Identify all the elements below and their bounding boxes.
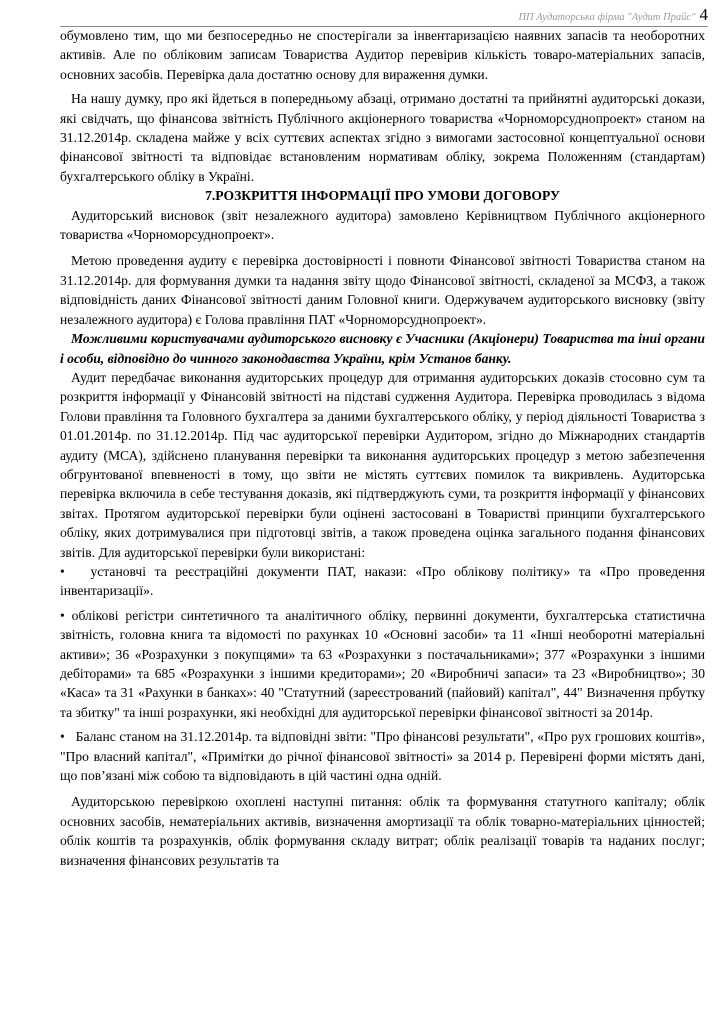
bullet-icon: • (60, 729, 65, 745)
paragraph-audit-procedures: Аудит передбачає виконання аудиторських процедур для отримання аудиторських доказів стосовно сум та розкриття інформації у Фінансовій звітності на підставі судження Аудитора. Перевірка проводилась з відома Голови правління та Головного бухгалтера за даними бухгалтерського обліку, у період діяльності Товариства з 01.01.2014р. по 31.12.2014р. Під час аудиторської перевірки Аудитором, згідно до Міжнародних стандартів аудиту (МСА), здійснено планування перевірки та виконання аудиторських процедур з метою забезпечення обгрунтованої впевненості в тому, що звіти не містять суттєвих помилок та викривлень. Аудиторська перевірка включила в себе тестування доказів, які підтверджують суми, та розкриття інформації у фінансових звітах. Протягом аудиторської перевірки були оцінені застосовані в Товаристві принципи бухгалтерського обліку, яких дотримувалися при підготовці звітів, а також проведена оцінка загального подання фінансових звітів. Для аудиторської перевірки були використані: (60, 369, 705, 560)
list-item-text: установчі та реєстраційні документи ПАТ, накази: «Про облікову політику» та «Про проведення інвентаризації». (60, 563, 705, 599)
paragraph-possible-users: Можливими користувачами аудиторського висновку є Учасники (Акціонери) Товариства та іниі органи і особи, відповідно до чинного законодавства України, крім Установ банку. (60, 331, 705, 366)
list-item-constituent-docs (60, 562, 705, 601)
document-body (60, 26, 705, 870)
list-item-text: облікові регістри синтетичного та аналітичного обліку, первинні документи, бухгалтерська статистична звітність, головна книга та відомості по рахунках 10 «Основні засоби» та 11 «Інші необоротні матеріальні активи»; 36 «Розрахунки з покупцями» та 63 «Розрахунки з постачальниками»; 377 «Розрахунки з іншими дебіторами» та 685 «Розрахунки з іншими кредиторами»; 20 «Виробничі запаси» та 23 «Виробництво»; 30 «Каса» та 31 «Рахунки в банках»: 40 "Статутний (зареєстрований (пайовий) капітал", 44" Визначення прбутку та збитку" та інші розрахунки, які необхідні для аудиторської перевірки фінансової звітності за 2014р. (60, 607, 705, 720)
paragraph-audit-purpose: Метою проведення аудиту є перевірка достовірності і повноти Фінансової звітності Товариства станом на 31.12.2014р. для формування думки та надання звіту щодо Фінансової звітності, складеної за МСФЗ, а також відповідність даних Фінансової звітності даним Головної книги. Одержувачем аудиторського висновку (звіту незалежного аудитора) є Голова правління ПАТ «Чорноморсуднопроект». (60, 253, 705, 327)
paragraph-audit-scope: Аудиторською перевіркою охоплені наступні питання: облік та формування статутного капіталу; облік основних засобів, нематеріальних активів, визначення амортизації та облік товарно-матеріальних цінностей; облік коштів та розрахунків, облік формування складу витрат; облік реалізації товарів та наданих послуг; визначення фінансових результатів та (60, 794, 705, 868)
list-item-balance-sheet (60, 727, 705, 785)
bullet-icon: • (60, 607, 65, 623)
section-heading-7: 7.РОЗКРИТТЯ ІНФОРМАЦІЇ ПРО УМОВИ ДОГОВОРУ (205, 188, 560, 204)
paragraph-ordered-by: Аудиторський висновок (звіт незалежного аудитора) замовлено Керівництвом Публічного акціонерного товариства «Чорноморсуднопроект». (60, 207, 705, 243)
paragraph-inventory: обумовлено тим, що ми безпосередньо не спостерігали за інвентаризацією наявних запасів та необоротних активів. Але по обліковим записам Товариства Аудитор перевірив кількість товаро-матеріальних запасів, основних засобів. Перевірка дала достатню основу для вираження думки. (60, 28, 705, 82)
bullet-icon: • (60, 563, 65, 579)
list-item-accounting-registers (60, 606, 705, 722)
paragraph-opinion: На нашу думку, про які йдеться в попередньому абзаці, отримано достатні та прийнятні аудиторські докази, які свідчать, що фінансова звітність Публічного акціонерного товариства «Чорноморсуднопроект» станом на 31.12.2014р. складена майже у всіх суттєвих аспектах згідно з вимогами застосовної концептуальної основи фінансової звітності та відповідає встановленим нормативам обліку, зокрема Положенням (стандартам) бухгалтерського обліку в Україні. (60, 91, 705, 184)
firm-name: ПП Аудиторська фірма "Аудит Прайс" (518, 12, 696, 23)
page-number: 4 (699, 5, 708, 24)
page-header (518, 4, 708, 26)
list-item-text: Баланс станом на 31.12.2014р. та відповідні звіти: "Про фінансові результати", «Про рух грошових коштів», "Про власний капітал", «Примітки до річної фінансової звітності» за 2014 р. Перевірені форми містять дані, що пов’язані між собою та відповідають в цій частині одна одній. (60, 729, 705, 784)
